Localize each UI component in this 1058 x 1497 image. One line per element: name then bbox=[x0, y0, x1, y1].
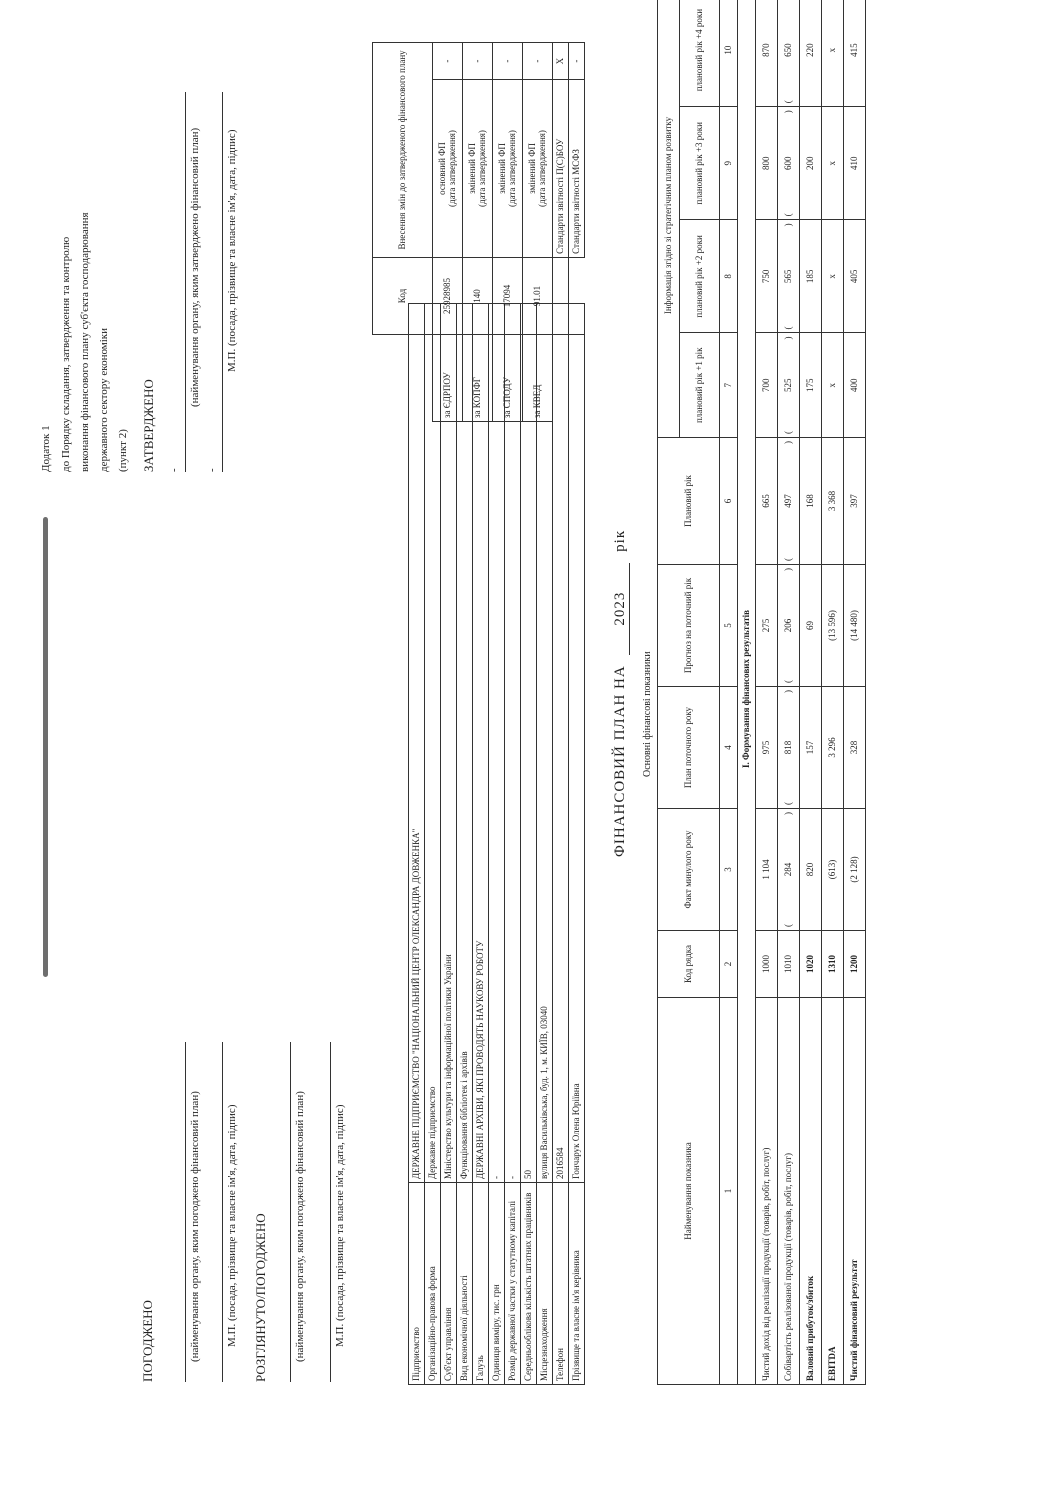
info-label: Телефон bbox=[553, 1183, 569, 1385]
reviewed-org-line bbox=[290, 1042, 291, 1382]
open-paren: ( bbox=[782, 431, 793, 434]
row-value bbox=[756, 809, 778, 931]
change-status bbox=[463, 80, 493, 258]
row-value bbox=[800, 0, 822, 107]
reviewed-org-caption: (найменування органу, яким погоджено фінансовий план) bbox=[294, 1091, 306, 1362]
row-value-text: (2 128) bbox=[848, 856, 859, 883]
open-paren: ( bbox=[782, 213, 793, 217]
close-paren: ) bbox=[782, 690, 793, 693]
agreed-sign-line bbox=[222, 1042, 223, 1382]
code-value: 25928985 bbox=[433, 257, 463, 334]
info-label: Прізвище та власне ім'я керівника bbox=[569, 1183, 585, 1385]
row-value-text: 870 bbox=[760, 43, 771, 57]
indicator-name: EBITDA bbox=[822, 998, 844, 1385]
column-number: 10 bbox=[720, 0, 738, 107]
standards-mark: X bbox=[553, 43, 569, 80]
code-table bbox=[372, 42, 585, 422]
reviewed-sign-line bbox=[330, 1042, 331, 1382]
code-header: Код bbox=[373, 257, 433, 334]
row-value-text: x bbox=[826, 274, 837, 279]
table-row bbox=[822, 0, 844, 1385]
indicator-name: Чистий дохід від реалізації продукції (товарів, робіт, послуг) bbox=[756, 998, 778, 1385]
change-mark: - bbox=[433, 43, 463, 80]
info-value: ДЕРЖАВНІ АРХІВИ, ЯКІ ПРОВОДЯТЬ НАУКОВУ РОБОТУ bbox=[473, 304, 489, 1183]
indicator-name: Собівартість реалізованої продукції (товарів, робіт, послуг) bbox=[778, 998, 800, 1385]
info-label: Організаційно-правова форма bbox=[425, 1183, 441, 1385]
standards-label: Стандарти звітності П(С)БОУ bbox=[553, 80, 569, 258]
info-row bbox=[457, 304, 473, 1385]
row-value bbox=[822, 565, 844, 687]
row-value bbox=[800, 687, 822, 809]
change-status-text: основний ФП bbox=[437, 142, 448, 195]
change-status bbox=[493, 80, 523, 258]
close-paren: ) bbox=[782, 568, 793, 571]
info-row bbox=[425, 304, 441, 1385]
row-value bbox=[822, 438, 844, 565]
agreed-sign-caption: М.П. (посада, прізвище та власне ім'я, дата, підпис) bbox=[226, 1104, 238, 1347]
standards-empty bbox=[569, 257, 585, 334]
row-value bbox=[822, 107, 844, 220]
column-number: 6 bbox=[720, 438, 738, 565]
row-value-text: 650 bbox=[782, 43, 793, 57]
info-row bbox=[521, 304, 537, 1385]
standards-row bbox=[569, 43, 585, 422]
row-value-text: 665 bbox=[760, 494, 771, 508]
plan-title bbox=[612, 530, 630, 857]
row-value-text: 206 bbox=[782, 618, 793, 633]
info-row bbox=[569, 304, 585, 1385]
change-status bbox=[433, 80, 463, 258]
row-value bbox=[756, 333, 778, 438]
column-number: 7 bbox=[720, 333, 738, 438]
row-value bbox=[778, 438, 800, 565]
row-value bbox=[822, 333, 844, 438]
info-row bbox=[473, 304, 489, 1385]
row-value-text: 69 bbox=[804, 621, 815, 630]
standards-label: Стандарти звітності МСФЗ bbox=[569, 80, 585, 258]
column-number: 4 bbox=[720, 687, 738, 809]
row-value-text: 168 bbox=[804, 494, 815, 508]
row-value-text: 700 bbox=[760, 378, 771, 392]
header-planned-year: Плановий рік bbox=[658, 438, 720, 565]
row-value-text: 3 368 bbox=[826, 490, 837, 512]
approved-heading: ЗАТВЕРДЖЕНО bbox=[141, 379, 156, 472]
row-code: 1010 bbox=[778, 931, 800, 998]
info-row bbox=[489, 304, 505, 1385]
approved-sign-line bbox=[222, 92, 223, 472]
agreed-org-line bbox=[185, 1042, 186, 1382]
row-value bbox=[800, 438, 822, 565]
header-fact-last: Факт минулого року bbox=[658, 809, 720, 931]
open-paren: ( bbox=[782, 680, 793, 683]
table-row bbox=[778, 0, 800, 1385]
row-value bbox=[756, 565, 778, 687]
row-value bbox=[844, 687, 866, 809]
appendix-title: Додаток 1 bbox=[40, 425, 52, 472]
info-value: - bbox=[505, 304, 521, 1183]
column-number: 8 bbox=[720, 220, 738, 333]
plan-title-suffix: рік bbox=[612, 529, 628, 552]
info-value: Функціювання бібліотек і архівів bbox=[457, 304, 473, 1183]
row-value-text: 3 296 bbox=[826, 737, 837, 758]
row-value-text: 800 bbox=[760, 156, 771, 171]
code-row bbox=[523, 43, 553, 422]
info-table bbox=[408, 303, 585, 1385]
row-value-text: 750 bbox=[760, 269, 771, 284]
change-status-note: (дата затвердження) bbox=[476, 130, 487, 207]
row-code: 1000 bbox=[756, 931, 778, 998]
open-paren: ( bbox=[782, 100, 793, 104]
row-value-text: 600 bbox=[782, 156, 793, 171]
change-mark: - bbox=[523, 43, 553, 80]
row-value bbox=[778, 687, 800, 809]
row-value bbox=[844, 107, 866, 220]
info-value: Гончарук Олена Юріївна bbox=[569, 304, 585, 1183]
close-paren: ) bbox=[782, 812, 793, 815]
row-value-text: 157 bbox=[804, 740, 815, 755]
close-paren: ) bbox=[782, 110, 793, 114]
changes-header: Внесення змін до затвердженого фінансового плану bbox=[373, 43, 433, 258]
row-value bbox=[800, 220, 822, 333]
row-value-text: (14 480) bbox=[848, 610, 859, 641]
row-value-text: x bbox=[826, 382, 837, 388]
column-number: 9 bbox=[720, 107, 738, 220]
row-value bbox=[800, 809, 822, 931]
code-value: 140 bbox=[463, 257, 493, 334]
row-value-text: 175 bbox=[804, 378, 815, 392]
appendix-line-2: виконання фінансового плану суб'єкта господарювання bbox=[79, 212, 91, 472]
info-value: Міністерство культури та інформаційної політики України bbox=[441, 304, 457, 1183]
row-value bbox=[800, 333, 822, 438]
header-forecast-current: Прогноз на поточний рік bbox=[658, 565, 720, 687]
row-value-text: 397 bbox=[848, 494, 859, 508]
appendix-line-1: до Порядку складання, затвердження та контролю bbox=[60, 236, 72, 472]
row-value-text: 818 bbox=[782, 740, 793, 755]
row-value bbox=[756, 107, 778, 220]
row-value bbox=[844, 333, 866, 438]
row-value-text: 525 bbox=[782, 378, 793, 392]
column-number: 3 bbox=[720, 809, 738, 931]
row-value bbox=[844, 0, 866, 107]
table-row bbox=[800, 0, 822, 1385]
row-value bbox=[822, 0, 844, 107]
standards-row bbox=[553, 43, 569, 422]
row-value-text: 497 bbox=[782, 494, 793, 508]
row-value bbox=[844, 565, 866, 687]
approved-org-caption: (найменування органу, яким затверджено фінансовий план) bbox=[189, 127, 201, 407]
info-value: - bbox=[489, 304, 505, 1183]
change-status-text: змінений ФП bbox=[497, 143, 508, 194]
standards-empty bbox=[553, 257, 569, 334]
header-strategic-year: плановий рік +4 роки bbox=[680, 0, 720, 107]
row-value bbox=[844, 438, 866, 565]
info-row bbox=[409, 304, 425, 1385]
info-label: Розмір державної частки у статутному капіталі bbox=[505, 1183, 521, 1385]
row-value bbox=[778, 565, 800, 687]
open-paren: ( bbox=[782, 326, 793, 330]
row-value-text: x bbox=[826, 161, 837, 166]
open-paren: ( bbox=[782, 924, 793, 927]
column-number: 5 bbox=[720, 565, 738, 687]
row-value bbox=[756, 687, 778, 809]
code-label: за КОПФГ bbox=[463, 335, 493, 422]
row-value-text: x bbox=[826, 47, 837, 53]
change-status-note: (дата затвердження) bbox=[446, 130, 457, 207]
code-row bbox=[433, 43, 463, 422]
change-mark: - bbox=[463, 43, 493, 80]
row-code: 1310 bbox=[822, 931, 844, 998]
indicator-name: Чистий фінансовий результат bbox=[844, 998, 866, 1385]
row-code: 1200 bbox=[844, 931, 866, 998]
info-value: 50 bbox=[521, 304, 537, 1183]
appendix-line-4: (пункт 2) bbox=[117, 429, 129, 472]
appendix-line-3: державного сектору економіки bbox=[98, 328, 110, 472]
change-status bbox=[523, 80, 553, 258]
row-value bbox=[778, 220, 800, 333]
row-value bbox=[756, 220, 778, 333]
code-row bbox=[463, 43, 493, 422]
row-value bbox=[800, 565, 822, 687]
info-row bbox=[441, 304, 457, 1385]
row-value-text: 284 bbox=[782, 862, 793, 877]
info-label: Суб'єкт управління bbox=[441, 1183, 457, 1385]
row-value-text: 185 bbox=[804, 269, 815, 284]
row-value-text: 405 bbox=[848, 269, 859, 284]
code-row bbox=[493, 43, 523, 422]
row-value-text: (13 596) bbox=[826, 610, 837, 641]
code-label: за КВЕД bbox=[523, 335, 553, 422]
row-value bbox=[822, 687, 844, 809]
code-label: за СПОДУ bbox=[493, 335, 523, 422]
section-title: І. Формування фінансових результатів bbox=[738, 0, 756, 1385]
header-indicator: Найменування показника bbox=[658, 998, 720, 1385]
info-value: Державне підприємство bbox=[425, 304, 441, 1183]
header-plan-current: План поточного року bbox=[658, 687, 720, 809]
info-value: вулиця Васильківська, буд. 1, м. КИЇВ, 03040 bbox=[537, 304, 553, 1183]
column-number: 1 bbox=[720, 998, 738, 1385]
info-label: Місцезнаходження bbox=[537, 1183, 553, 1385]
row-value bbox=[800, 107, 822, 220]
row-value bbox=[778, 333, 800, 438]
row-value bbox=[778, 809, 800, 931]
row-value-text: 200 bbox=[804, 156, 815, 171]
header-strategic: Інформація згідно зі стратегічним планом розвитку bbox=[658, 0, 680, 438]
standards-mark: - bbox=[569, 43, 585, 80]
column-number: 2 bbox=[720, 931, 738, 998]
approved-dash: - bbox=[168, 468, 180, 472]
row-value-text: 975 bbox=[760, 740, 771, 755]
close-paren: ) bbox=[782, 336, 793, 340]
header-strategic-year: плановий рік +3 роки bbox=[680, 107, 720, 220]
row-value-text: 1 104 bbox=[760, 859, 771, 880]
info-value: 2016584 bbox=[553, 304, 569, 1183]
row-value-text: 415 bbox=[848, 43, 859, 57]
agreed-heading: ПОГОДЖЕНО bbox=[140, 1300, 155, 1382]
row-value bbox=[844, 220, 866, 333]
main-financial-table bbox=[657, 0, 866, 1385]
plan-title-prefix: ФІНАНСОВИЙ ПЛАН НА bbox=[612, 665, 628, 857]
info-label: Середньооблікова кількість штатних працівників bbox=[521, 1183, 537, 1385]
info-label: Одиниця виміру, тис. грн bbox=[489, 1183, 505, 1385]
row-value-text: 820 bbox=[804, 862, 815, 877]
row-value-text: 220 bbox=[804, 43, 815, 57]
info-label: Вид економічної діяльності bbox=[457, 1183, 473, 1385]
row-value bbox=[778, 107, 800, 220]
row-value-text: 565 bbox=[782, 269, 793, 284]
reviewed-heading: РОЗГЛЯНУТО/ПОГОДЖЕНО bbox=[253, 1213, 268, 1382]
table-row bbox=[844, 0, 866, 1385]
change-status-note: (дата затвердження) bbox=[536, 130, 547, 207]
close-paren: ) bbox=[782, 223, 793, 227]
open-paren: ( bbox=[782, 558, 793, 561]
info-row bbox=[553, 304, 569, 1385]
standards-empty bbox=[569, 335, 585, 422]
standards-empty bbox=[553, 335, 569, 422]
row-value bbox=[778, 0, 800, 107]
row-code: 1020 bbox=[800, 931, 822, 998]
approved-sign-caption: М.П. (посада, прізвище та власне ім'я, дата, підпис) bbox=[226, 129, 238, 372]
reviewed-sign-caption: М.П. (посада, прізвище та власне ім'я, дата, підпис) bbox=[334, 1104, 346, 1347]
row-value bbox=[844, 809, 866, 931]
row-value-text: 328 bbox=[848, 740, 859, 755]
table-row bbox=[756, 0, 778, 1385]
plan-title-year: 2023 bbox=[612, 563, 630, 655]
info-value: ДЕРЖАВНЕ ПІДПРИЄМСТВО "НАЦІОНАЛЬНИЙ ЦЕНТР ОЛЕКСАНДРА ДОВЖЕНКА" bbox=[409, 304, 425, 1183]
row-value-text: 410 bbox=[848, 156, 859, 171]
close-paren: ) bbox=[782, 441, 793, 444]
change-status-text: змінений ФП bbox=[527, 143, 538, 194]
row-value-text: 400 bbox=[848, 378, 859, 392]
change-status-text: змінений ФП bbox=[467, 143, 478, 194]
info-label: Галузь bbox=[473, 1183, 489, 1385]
row-value-text: 275 bbox=[760, 618, 771, 633]
info-row bbox=[505, 304, 521, 1385]
header-strategic-year: плановий рік +2 роки bbox=[680, 220, 720, 333]
open-paren: ( bbox=[782, 802, 793, 805]
approved-org-line bbox=[185, 92, 186, 472]
scan-artifact-staple bbox=[43, 517, 48, 977]
header-code: Код рядка bbox=[658, 931, 720, 998]
code-value: 17094 bbox=[493, 257, 523, 334]
row-value bbox=[756, 0, 778, 107]
row-value bbox=[756, 438, 778, 565]
approved-dash-2: - bbox=[206, 468, 218, 472]
change-status-note: (дата затвердження) bbox=[506, 130, 517, 207]
header-strategic-year: плановий рік +1 рік bbox=[680, 333, 720, 438]
row-value-text: (613) bbox=[826, 859, 837, 880]
change-mark: - bbox=[493, 43, 523, 80]
info-label: Підприємство bbox=[409, 1183, 425, 1385]
info-row bbox=[537, 304, 553, 1385]
row-value bbox=[822, 809, 844, 931]
code-value: 91.01 bbox=[523, 257, 553, 334]
plan-subtitle: Основні фінансові показники bbox=[642, 651, 653, 777]
agreed-org-caption: (найменування органу, яким погоджено фінансовий план) bbox=[189, 1091, 201, 1362]
code-label: за ЄДРПОУ bbox=[433, 335, 463, 422]
indicator-name: Валовий прибуток/збиток bbox=[800, 998, 822, 1385]
row-value bbox=[822, 220, 844, 333]
